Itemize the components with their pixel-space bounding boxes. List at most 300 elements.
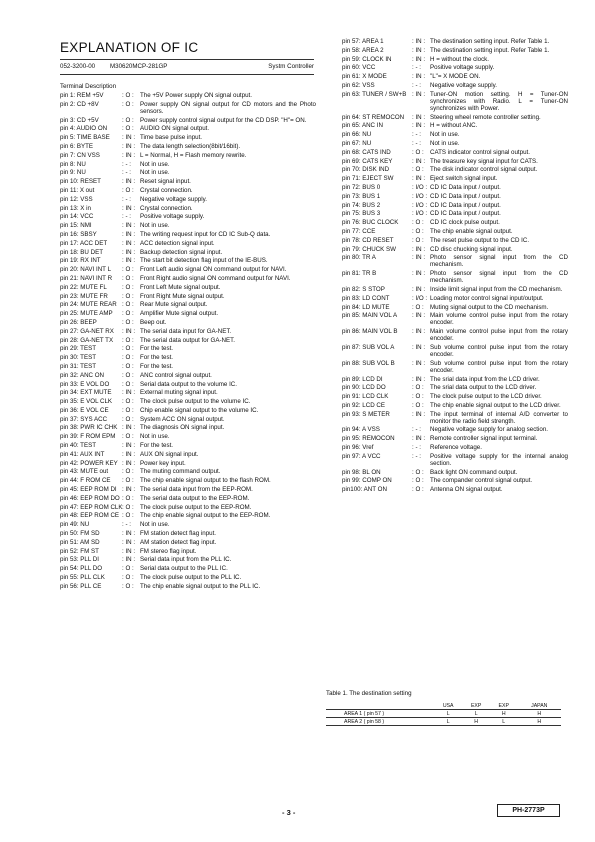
- pin-row: [342, 360, 568, 374]
- pin-row: [342, 82, 568, 89]
- pin-name: pin 90: LCD DO: [342, 384, 386, 392]
- pin-description: Rear Mute signal output.: [140, 301, 208, 309]
- pin-name: pin 30: TEST: [60, 354, 96, 362]
- table-header-cell: USA: [442, 702, 454, 709]
- pin-row: [342, 453, 568, 467]
- pin-description: Beep out.: [140, 318, 167, 326]
- pin-description: FM station detect flag input.: [140, 530, 217, 538]
- pin-io: : IN :: [122, 248, 136, 256]
- pin-name: pin 35: E VOL CLK: [60, 398, 113, 406]
- pin-description: Back light ON command output.: [430, 468, 518, 476]
- pin-description: Negative voltage supply.: [140, 195, 207, 203]
- pin-row: [60, 301, 316, 308]
- pin-name: pin 98: BL ON: [342, 468, 381, 476]
- pin-row: [342, 328, 568, 342]
- pin-name: pin 67: NU: [342, 139, 372, 147]
- pin-description: The chip enable signal output to the EEP-ROM.: [140, 512, 271, 520]
- pin-description: Not in use.: [140, 169, 170, 177]
- pin-name: pin 87: SUB VOL A: [342, 343, 395, 351]
- pin-name: pin 85: MAIN VOL A: [342, 312, 398, 320]
- pin-row: [60, 240, 316, 247]
- pin-row: [60, 337, 316, 344]
- pin-row: [60, 495, 316, 502]
- pin-io: : - :: [412, 131, 421, 139]
- pin-row: [60, 354, 316, 361]
- pin-description: Not in use.: [140, 222, 170, 230]
- pin-name: pin 88: SUB VOL B: [342, 359, 395, 367]
- pin-description: The clock pulse output to the volume IC.: [140, 398, 251, 406]
- pin-row: [60, 293, 316, 300]
- pin-row: [60, 213, 316, 220]
- pin-row: [342, 47, 568, 54]
- pin-io: : O :: [122, 318, 134, 326]
- table-cell: L: [434, 718, 462, 726]
- pin-io: : O :: [412, 393, 424, 401]
- pin-description: The clock pulse output to the EEP-ROM.: [140, 503, 252, 511]
- pin-io: : IN :: [412, 245, 426, 253]
- pin-row: [60, 187, 316, 194]
- pin-io: : IN :: [122, 556, 136, 564]
- pin-name: pin 26: BEEP: [60, 318, 97, 326]
- pin-row: [60, 530, 316, 537]
- pin-io: : IN :: [122, 151, 136, 159]
- pin-io: : O :: [412, 148, 424, 156]
- pin-description: AUX ON signal input.: [140, 450, 199, 458]
- pin-name: pin 4: AUDIO ON: [60, 125, 108, 133]
- pin-name: pin 70: DISK IND: [342, 166, 390, 174]
- pin-name: pin 89: LCD DI: [342, 375, 383, 383]
- pin-row: [342, 254, 568, 268]
- pin-description: ANC control signal output.: [140, 371, 212, 379]
- pin-name: pin 60: VCC: [342, 64, 376, 72]
- pin-row: [60, 504, 316, 511]
- pin-row: [60, 310, 316, 317]
- pin-description: Positive voltage supply.: [430, 64, 495, 72]
- pin-description: For the test.: [140, 362, 174, 370]
- pin-row: [342, 184, 568, 191]
- pin-description: The srial data input from the LCD driver.: [430, 375, 540, 383]
- pin-io: : O :: [122, 186, 134, 194]
- pin-row: [342, 149, 568, 156]
- pin-row: [60, 125, 316, 132]
- pin-io: : O :: [122, 494, 134, 502]
- pin-description: The +5V Power supply ON signal output.: [140, 92, 252, 99]
- pin-description: Photo sensor signal input from the CD mechanism.: [430, 254, 568, 269]
- pin-name: pin 95: REMOCON: [342, 435, 395, 443]
- pin-name: pin 84: LD MUTE: [342, 303, 390, 311]
- pin-description: External muting signal input.: [140, 389, 218, 397]
- pin-name: pin 13: X in: [60, 204, 91, 212]
- pin-io: : IN :: [122, 459, 136, 467]
- pin-description: Positive voltage supply for the internal analog section.: [430, 452, 568, 467]
- pin-name: pin 93: S METER: [342, 410, 390, 418]
- table-cell: H: [462, 718, 490, 726]
- pin-name: pin 34: EXT MUTE: [60, 389, 112, 397]
- pin-io: : O :: [122, 274, 134, 282]
- pin-description: Serial data input from the PLL IC.: [140, 556, 232, 564]
- pin-io: : I/O :: [412, 183, 428, 191]
- pin-name: pin 46: EEP ROM DO: [60, 494, 120, 502]
- subheader-rule: [60, 74, 314, 75]
- pin-list-right: [342, 38, 568, 495]
- pin-io: : IN :: [412, 435, 426, 443]
- pin-io: : IN :: [122, 142, 136, 150]
- pin-row: [342, 131, 568, 138]
- pin-io: : - :: [122, 160, 131, 168]
- pin-row: [60, 178, 316, 185]
- pin-description: Not in use.: [430, 131, 460, 139]
- table-cell: L: [490, 718, 518, 726]
- pin-description: Amplifier Mute signal output.: [140, 310, 219, 318]
- pin-name: pin 43: MUTE out: [60, 468, 109, 476]
- pin-row: [342, 175, 568, 182]
- pin-io: : - :: [122, 521, 131, 529]
- pin-name: pin 48: EEP ROM CE: [60, 512, 120, 520]
- pin-description: The clock pulse output to the LCD driver.: [430, 393, 542, 401]
- pin-description: Eject switch signal input.: [430, 175, 498, 183]
- pin-row: [342, 219, 568, 226]
- pin-description: Loading motor control signal input/output.: [430, 294, 544, 302]
- pin-io: : O :: [122, 310, 134, 318]
- pin-name: pin 20: NAVI INT L: [60, 266, 112, 274]
- pin-name: pin 12: VSS: [60, 195, 93, 203]
- pin-row: [60, 574, 316, 581]
- pin-row: [342, 202, 568, 209]
- pin-row: [342, 486, 568, 493]
- pin-row: [60, 92, 316, 99]
- pin-io: : O :: [412, 236, 424, 244]
- pin-name: pin 78: CD RESET: [342, 236, 394, 244]
- pin-row: [60, 328, 316, 335]
- pin-name: pin 66: NU: [342, 131, 372, 139]
- pin-row: [60, 169, 316, 176]
- table-header-cell: EXP: [498, 702, 509, 709]
- pin-io: : I/O :: [412, 192, 428, 200]
- pin-name: pin 69: CATS KEY: [342, 157, 393, 165]
- pin-name: pin 11: X out: [60, 186, 95, 194]
- pin-row: [60, 398, 316, 405]
- pin-row: [60, 468, 316, 475]
- pin-row: [60, 143, 316, 150]
- pin-row: [60, 231, 316, 238]
- pin-io: : IN :: [412, 270, 426, 278]
- pin-io: : O :: [122, 92, 134, 99]
- pin-description: CD IC Data input / output.: [430, 183, 501, 191]
- table-cell: L: [462, 710, 490, 718]
- pin-io: : O :: [412, 468, 424, 476]
- pin-row: [60, 196, 316, 203]
- pin-description: The compander control signal output.: [430, 477, 533, 485]
- pin-description: Positive voltage supply.: [140, 213, 205, 221]
- pin-io: : IN :: [412, 343, 426, 351]
- pin-row: [342, 444, 568, 451]
- pin-description: Backup detection signal input.: [140, 248, 223, 256]
- pin-description: The writing request input for CD IC Sub-Q data.: [140, 230, 271, 238]
- pin-row: [342, 393, 568, 400]
- pin-row: [60, 433, 316, 440]
- pin-row: [342, 114, 568, 121]
- pin-row: [60, 442, 316, 449]
- pin-description: AM station detect flag input.: [140, 538, 217, 546]
- pin-row: [60, 512, 316, 519]
- pin-row: [60, 416, 316, 423]
- pin-io: : O :: [122, 433, 134, 441]
- pin-description: The chip enable signal output.: [430, 227, 513, 235]
- pin-description: Time base pulse input.: [140, 134, 203, 142]
- table-cell: AREA 1 ( pin 57 ): [326, 710, 434, 718]
- pin-name: pin 63: TUNER / SW+B: [342, 90, 407, 98]
- pin-name: pin 94: A VSS: [342, 426, 380, 434]
- pin-name: pin 83: LD CONT: [342, 294, 390, 302]
- pin-io: : - :: [122, 169, 131, 177]
- pin-description: The data length selection(8bit/16bit).: [140, 142, 241, 150]
- pin-io: : O :: [122, 415, 134, 423]
- pin-name: pin 36: E VOL CE: [60, 406, 109, 414]
- pin-name: pin 82: S STOP: [342, 285, 385, 293]
- pin-row: [60, 389, 316, 396]
- pin-row: [342, 384, 568, 391]
- pin-io: : IN :: [412, 46, 426, 54]
- pin-description: Negative voltage supply.: [430, 81, 497, 89]
- pin-name: pin 72: BUS 0: [342, 183, 381, 191]
- pin-name: pin 51: AM SD: [60, 538, 100, 546]
- pin-description: Tuner-ON motion setting. H = Tuner-ON synchronizes with Radio. L = Tuner-ON synchronizes with Power.: [430, 90, 568, 112]
- pin-name: pin 37: SYS ACC: [60, 415, 108, 423]
- pin-row: [60, 460, 316, 467]
- pin-io: : IN :: [412, 359, 426, 367]
- pin-description: For the test.: [140, 345, 174, 353]
- table-header-cell: EXP: [470, 702, 482, 709]
- pin-io: : IN :: [412, 375, 426, 383]
- pin-row: [60, 486, 316, 493]
- pin-description: Main volume control pulse input from the rotary encoder.: [430, 328, 568, 343]
- pin-io: : - :: [122, 195, 131, 203]
- pin-description: CD IC Data input / output.: [430, 210, 501, 218]
- pin-name: pin 57: AREA 1: [342, 38, 384, 45]
- pin-name: pin 10: RESET: [60, 178, 101, 186]
- pin-name: pin 17: ACC DET: [60, 239, 108, 247]
- pin-description: L = Normal, H = Flash memory rewrite.: [140, 151, 247, 159]
- table-cell: L: [434, 710, 462, 718]
- pin-io: : IN :: [122, 450, 136, 458]
- pin-description: Front Left audio signal ON command output for NAVI.: [140, 266, 287, 274]
- pin-io: : I/O :: [412, 201, 428, 209]
- pin-io: : O :: [122, 292, 134, 300]
- pin-row: [342, 73, 568, 80]
- pin-name: pin 49: NU: [60, 521, 90, 529]
- pin-name: pin 73: BUS 1: [342, 192, 381, 200]
- pin-row: [60, 381, 316, 388]
- pin-name: pin100: ANT ON: [342, 486, 387, 494]
- pin-name: pin 54: PLL DO: [60, 565, 103, 573]
- pin-io: : IN :: [412, 122, 426, 130]
- pin-io: : IN :: [122, 547, 136, 555]
- doc-subheader: [60, 63, 314, 70]
- pin-row: [60, 275, 316, 282]
- pin-description: The serial data input from the EEP-ROM.: [140, 486, 253, 494]
- pin-description: Sub volume control pulse input from the rotary encoder.: [430, 359, 568, 374]
- pin-name: pin 99: COMP ON: [342, 477, 392, 485]
- pin-io: : O :: [412, 227, 424, 235]
- pin-name: pin 41: AUX INT: [60, 450, 105, 458]
- pin-row: [60, 363, 316, 370]
- pin-name: pin 86: MAIN VOL B: [342, 328, 398, 336]
- pin-name: pin 58: AREA 2: [342, 46, 384, 54]
- pin-io: : O :: [122, 582, 134, 590]
- pin-description: Reset signal input.: [140, 178, 191, 186]
- pin-row: [342, 158, 568, 165]
- pin-io: : O :: [412, 303, 424, 311]
- pin-io: : IN :: [412, 312, 426, 320]
- pin-description: Muting signal output to the CD mechanism.: [430, 303, 549, 311]
- pin-description: Crystal connection.: [140, 204, 193, 212]
- pin-io: : - :: [412, 64, 421, 72]
- pin-row: [342, 469, 568, 476]
- pin-name: pin 61: X MODE: [342, 73, 387, 81]
- pin-name: pin 8: NU: [60, 160, 86, 168]
- pin-description: The serial data input for GA-NET.: [140, 327, 232, 335]
- pin-io: : O :: [122, 125, 134, 133]
- pin-name: pin 7: CN VSS: [60, 151, 100, 159]
- pin-io: : IN :: [412, 73, 426, 81]
- pin-row: [342, 237, 568, 244]
- pin-io: : O :: [412, 401, 424, 409]
- pin-description: Crystal connection.: [140, 186, 193, 194]
- pin-io: : IN :: [122, 389, 136, 397]
- pin-io: : IN :: [412, 90, 426, 98]
- pin-description: Not in use.: [140, 521, 170, 529]
- table-cell: AREA 2 ( pin 58 ): [326, 718, 434, 726]
- pin-name: pin 96: Vref: [342, 444, 374, 452]
- pin-description: The start bit detection flag input of the IE-BUS.: [140, 257, 268, 265]
- pin-row: [60, 451, 316, 458]
- pin-name: pin 15: NMI: [60, 222, 92, 230]
- pin-row: [60, 101, 316, 115]
- pin-name: pin 79: CHUCK SW: [342, 245, 396, 253]
- pin-name: pin 16: SBSY: [60, 230, 97, 238]
- pin-row: [60, 249, 316, 256]
- pin-name: pin 74: BUS 2: [342, 201, 381, 209]
- pin-io: : O :: [122, 354, 134, 362]
- pin-row: [342, 286, 568, 293]
- pin-io: : O :: [122, 301, 134, 309]
- pin-name: pin 42: POWER KEY: [60, 459, 118, 467]
- pin-description: Main volume control pulse input from the rotary encoder.: [430, 312, 568, 327]
- table-title: Table 1. The destination setting: [326, 690, 412, 697]
- pin-name: pin 38: PWR IC CHK: [60, 424, 118, 432]
- pin-row: [342, 402, 568, 409]
- pin-row: [342, 295, 568, 302]
- pin-description: Power supply control signal output for the CD DSP. "H"= ON.: [140, 116, 307, 124]
- pin-description: Not in use.: [140, 160, 170, 168]
- pin-name: pin 80: TR A: [342, 254, 376, 262]
- pin-io: : IN :: [122, 442, 136, 450]
- pin-description: CD IC clock pulse output.: [430, 219, 500, 227]
- pin-description: Not in use.: [430, 139, 460, 147]
- pin-row: [342, 246, 568, 253]
- pin-row: [342, 435, 568, 442]
- pin-name: pin 92: LCD CE: [342, 401, 385, 409]
- ic-part-number: M30620MCP-281GP: [110, 63, 168, 70]
- pin-io: : IN :: [122, 327, 136, 335]
- terminal-heading: Terminal Description: [60, 83, 117, 90]
- pin-description: CD disc chucking signal input.: [430, 245, 513, 253]
- pin-name: pin 97: A VCC: [342, 452, 381, 460]
- pin-row: [342, 312, 568, 326]
- pin-io: : IN :: [412, 157, 426, 165]
- system-label: Systm Controller: [268, 63, 314, 70]
- pin-description: The chip enable signal output to the flash ROM.: [140, 477, 271, 485]
- pin-description: The serial data output to the EEP-ROM.: [140, 494, 250, 502]
- pin-description: The chip enable signal output to the LCD driver.: [430, 401, 561, 409]
- pin-io: : IN :: [122, 204, 136, 212]
- pin-description: The chip enable signal output to the PLL IC.: [140, 582, 261, 590]
- pin-io: : IN :: [122, 134, 136, 142]
- pin-row: [342, 344, 568, 358]
- pin-name: pin 76: BUC CLOCK: [342, 219, 399, 227]
- pin-name: pin 22: MUTE FL: [60, 283, 107, 291]
- pin-io: : O :: [122, 565, 134, 573]
- pin-name: pin 68: CATS IND: [342, 148, 391, 156]
- pin-description: The diagnosis ON signal input.: [140, 424, 225, 432]
- pin-name: pin 32: ANC ON: [60, 371, 105, 379]
- pin-description: For the test.: [140, 442, 174, 450]
- table-row: [326, 718, 561, 726]
- pin-row: [60, 161, 316, 168]
- pin-description: The srial data output to the LCD driver.: [430, 384, 537, 392]
- pin-io: : O :: [122, 100, 134, 108]
- pin-name: pin 9: NU: [60, 169, 86, 177]
- pin-description: The destination setting input. Refer Table 1.: [430, 38, 550, 45]
- pin-io: : O :: [122, 362, 134, 370]
- pin-description: Antenna ON signal output.: [430, 486, 503, 494]
- pin-row: [342, 228, 568, 235]
- pin-description: Sub volume control pulse input from the rotary encoder.: [430, 343, 568, 358]
- pin-row: [342, 477, 568, 484]
- pin-description: Power key input.: [140, 459, 186, 467]
- pin-description: For the test.: [140, 354, 174, 362]
- pin-io: : O :: [122, 406, 134, 414]
- pin-name: pin 1: REM +5V: [60, 92, 104, 99]
- pin-description: Remote controller signal input terminal.: [430, 435, 538, 443]
- pin-row: [342, 304, 568, 311]
- pin-name: pin 23: MUTE FR: [60, 292, 108, 300]
- pin-io: : IN :: [412, 38, 426, 45]
- pin-name: pin 52: FM ST: [60, 547, 99, 555]
- pin-description: The clock pulse output to the PLL IC.: [140, 574, 242, 582]
- pin-io: : O :: [122, 345, 134, 353]
- pin-io: : - :: [122, 213, 131, 221]
- pin-io: : O :: [412, 219, 424, 227]
- pin-row: [60, 117, 316, 124]
- pin-name: pin 3: CD +5V: [60, 116, 99, 124]
- pin-row: [60, 345, 316, 352]
- pin-row: [60, 548, 316, 555]
- pin-row: [342, 122, 568, 129]
- pin-io: : O :: [412, 384, 424, 392]
- pin-io: : IN :: [412, 254, 426, 262]
- pin-row: [342, 64, 568, 71]
- pin-row: [342, 210, 568, 217]
- pin-name: pin 39: F ROM EPM: [60, 433, 116, 441]
- pin-row: [60, 205, 316, 212]
- pin-row: [60, 266, 316, 273]
- pin-row: [60, 539, 316, 546]
- table-row: [326, 710, 561, 718]
- table-cell: H: [490, 710, 518, 718]
- pin-io: : IN :: [412, 175, 426, 183]
- pin-description: The serial data output for GA-NET.: [140, 336, 235, 344]
